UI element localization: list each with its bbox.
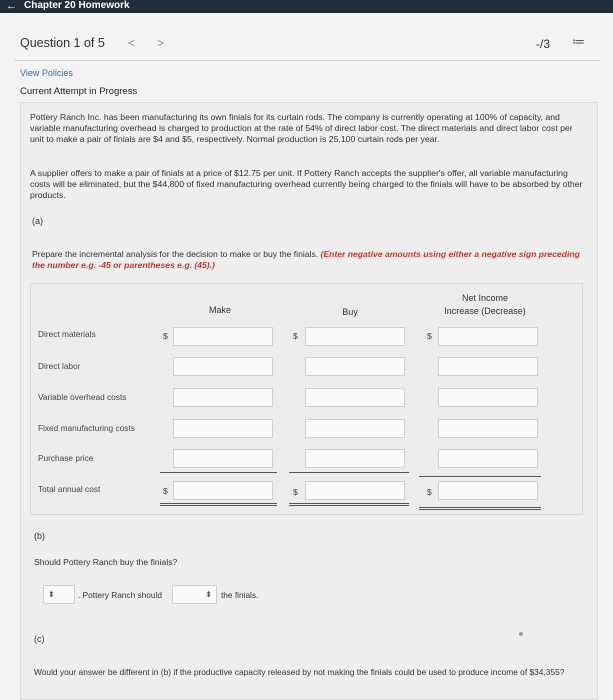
view-policies-link[interactable]: View Policies (20, 68, 73, 78)
back-arrow-icon[interactable]: ← (6, 0, 17, 12)
net-purchase-price-input[interactable] (438, 449, 538, 468)
buy-total-annual-cost-input[interactable] (305, 481, 405, 500)
top-bar (0, 0, 613, 13)
buy-fixed-manufacturing-input[interactable] (305, 419, 405, 438)
col-header-buy: Buy (342, 307, 358, 317)
make-variable-overhead-input[interactable] (173, 388, 273, 407)
part-b-question: Should Pottery Ranch buy the finials? (34, 557, 178, 567)
buy-direct-labor-input[interactable] (305, 357, 405, 376)
total-double-rule (419, 509, 541, 510)
question-header (0, 32, 613, 58)
make-direct-materials-input[interactable] (173, 327, 273, 346)
col-header-make: Make (208, 305, 231, 315)
net-fixed-manufacturing-input[interactable] (438, 419, 538, 438)
buy-variable-overhead-input[interactable] (305, 388, 405, 407)
instructions-note: (Enter negative amounts using either a negative sign preceding the number e.g. -45 or parentheses e.g. (45).) (32, 249, 580, 270)
current-attempt-label: Current Attempt in Progress (20, 86, 138, 97)
indicator-dot (519, 632, 523, 636)
row-label-purchase-price: Purchase price (38, 453, 94, 463)
part-c-question: Would your answer be different in (b) if the productive capacity released by not making the finials could be used to produce income of $34,355? (34, 667, 565, 677)
question-list-icon[interactable]: ≔ (572, 34, 585, 49)
col-header-net-income: Net Income (461, 293, 509, 303)
row-label-fixed-manufacturing: Fixed manufacturing costs (38, 423, 135, 433)
next-question-button[interactable]: > (157, 36, 165, 50)
subtotal-rule (419, 476, 541, 477)
net-direct-materials-input[interactable] (438, 327, 538, 346)
net-direct-labor-input[interactable] (438, 357, 538, 376)
dollar-sign: $ (293, 331, 298, 341)
dropdown-arrows-icon: ⬍ (205, 590, 212, 599)
make-total-annual-cost-input[interactable] (173, 481, 273, 500)
row-label-direct-labor: Direct labor (38, 361, 81, 371)
col-header-increase-decrease: Increase (Decrease) (444, 306, 526, 316)
part-c-label: (c) (34, 634, 45, 644)
row-label-direct-materials: Direct materials (38, 329, 96, 339)
part-a-label: (a) (32, 216, 43, 226)
part-b-label: (b) (34, 531, 45, 541)
dollar-sign: $ (163, 331, 168, 341)
make-fixed-manufacturing-input[interactable] (173, 419, 273, 438)
total-double-rule (160, 505, 277, 506)
row-label-variable-overhead: Variable overhead costs (38, 392, 127, 402)
instructions-text: Prepare the incremental analysis for the decision to make or buy the finials. (32, 249, 321, 259)
buy-direct-materials-input[interactable] (305, 327, 405, 346)
subtotal-rule (160, 472, 277, 473)
score: -/3 (536, 37, 551, 51)
total-double-rule (160, 503, 277, 504)
total-double-rule (289, 503, 409, 504)
make-purchase-price-input[interactable] (173, 449, 273, 468)
dollar-sign: $ (163, 486, 168, 496)
chapter-title: Chapter 20 Homework (24, 0, 130, 11)
part-b-text-2: the finials. (221, 590, 259, 600)
problem-paragraph-1: Pottery Ranch Inc. has been manufacturing its own finials for its curtain rods. The company is currently operating at 100% of capacity, and variable manufacturing overhead is charged to production at the rate of 54% of direct labor cost. The direct materials and direct labor cost per unit to make a pair of finials are $4 and $5, respectively. Normal production is 25,100 curtain rods per year. (30, 112, 573, 144)
divider (14, 60, 600, 61)
part-b-answer-dropdown[interactable] (43, 585, 75, 604)
instructions (32, 249, 582, 271)
question-number: Question 1 of 5 (20, 36, 105, 50)
net-variable-overhead-input[interactable] (438, 388, 538, 407)
part-b-action-dropdown[interactable] (172, 585, 217, 604)
buy-purchase-price-input[interactable] (305, 449, 405, 468)
prev-question-button[interactable]: < (128, 36, 136, 50)
dollar-sign: $ (427, 331, 432, 341)
make-direct-labor-input[interactable] (173, 357, 273, 376)
dollar-sign: $ (427, 487, 432, 497)
dropdown-arrows-icon: ⬍ (48, 590, 55, 599)
dollar-sign: $ (293, 487, 298, 497)
part-b-text-1: . Pottery Ranch should (78, 590, 162, 600)
total-double-rule (289, 505, 409, 506)
row-label-total-annual-cost: Total annual cost (38, 484, 101, 494)
net-total-annual-cost-input[interactable] (438, 481, 538, 500)
problem-paragraph-2: A supplier offers to make a pair of finials at a price of $12.75 per unit. If Pottery Ranch accepts the supplier's offer, all variable manufacturing costs will be eliminated, but the $44,800 of fixed manufacturing overhead currently being charged to the finials will have to be absorbed by other products. (30, 168, 583, 200)
total-double-rule (419, 507, 541, 508)
subtotal-rule (289, 472, 409, 473)
